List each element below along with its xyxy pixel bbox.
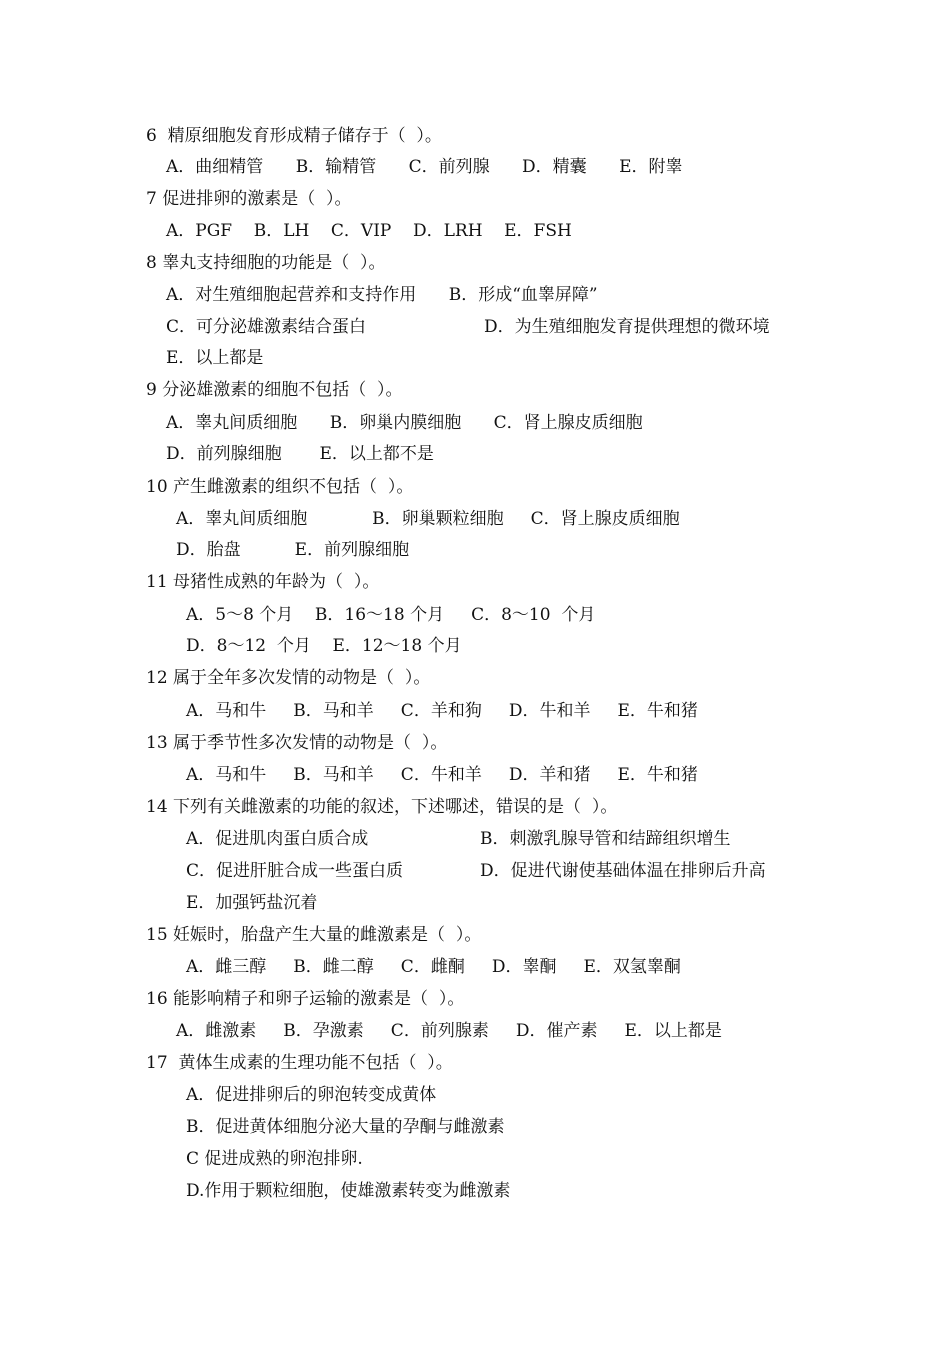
question-17-option-a: A．促进排卵后的卵泡转变成黄体 <box>186 1085 437 1105</box>
question-15-options: A．雌三醇 B．雌二醇 C．雌酮 D．睾酮 E．双氢睾酮 <box>186 957 681 977</box>
question-17-stem: 17 黄体生成素的生理功能不包括（ ）。 <box>146 1053 453 1073</box>
question-17-option-b: B．促进黄体细胞分泌大量的孕酮与雌激素 <box>186 1117 505 1137</box>
question-17-option-c: C 促进成熟的卵泡排卵. <box>186 1149 363 1169</box>
question-9-stem: 9 分泌雄激素的细胞不包括（ ）。 <box>146 380 403 400</box>
question-6-options: A．曲细精管 B．输精管 C．前列腺 D．精囊 E．附睾 <box>166 157 683 177</box>
question-13-stem: 13 属于季节性多次发情的动物是（ ）。 <box>146 733 448 753</box>
question-15-stem: 15 妊娠时，胎盘产生大量的雌激素是（ ）。 <box>146 925 482 945</box>
question-12-options: A．马和牛 B．马和羊 C．羊和狗 D．牛和羊 E．牛和猪 <box>186 701 698 721</box>
question-14-option-c: C．促进肝脏合成一些蛋白质 <box>186 861 404 881</box>
question-11-options-row1: A．5～8 个月 B．16～18 个月 C．8～10 个月 <box>186 605 596 625</box>
question-12-stem: 12 属于全年多次发情的动物是（ ）。 <box>146 668 431 688</box>
question-16-stem: 16 能影响精子和卵子运输的激素是（ ）。 <box>146 989 465 1009</box>
question-10-options-row1: A．睾丸间质细胞 B．卵巢颗粒细胞 C．肾上腺皮质细胞 <box>176 509 680 529</box>
question-8-option-d: D．为生殖细胞发育提供理想的微环境 <box>484 317 770 337</box>
question-16-options: A．雌激素 B．孕激素 C．前列腺素 D．催产素 E．以上都是 <box>176 1021 722 1041</box>
question-11-options-row2: D．8～12 个月 E．12～18 个月 <box>186 636 462 656</box>
question-7-stem: 7 促进排卵的激素是（ ）。 <box>146 189 352 209</box>
question-10-stem: 10 产生雌激素的组织不包括（ ）。 <box>146 477 414 497</box>
question-8-option-c: C．可分泌雄激素结合蛋白 <box>166 317 367 337</box>
question-14-option-b: B．刺激乳腺导管和结蹄组织增生 <box>480 829 731 849</box>
question-14-option-a: A．促进肌肉蛋白质合成 <box>186 829 369 849</box>
question-14-stem: 14 下列有关雌激素的功能的叙述，下述哪述，错误的是（ ）。 <box>146 797 618 817</box>
question-13-options: A．马和牛 B．马和羊 C．牛和羊 D．羊和猪 E．牛和猪 <box>186 765 698 785</box>
question-6-stem: 6 精原细胞发育形成精子储存于（ ）。 <box>146 126 442 146</box>
question-8-option-e: E．以上都是 <box>166 348 264 368</box>
question-10-options-row2: D．胎盘 E．前列腺细胞 <box>176 540 410 560</box>
question-8-options-row1: A．对生殖细胞起营养和支持作用 B．形成“血睾屏障” <box>166 285 598 305</box>
question-9-options-row2: D．前列腺细胞 E．以上都不是 <box>166 444 434 464</box>
question-14-option-d: D．促进代谢使基础体温在排卵后升高 <box>480 861 766 881</box>
question-17-option-d: D.作用于颗粒细胞，使雄激素转变为雌激素 <box>186 1181 511 1201</box>
question-8-stem: 8 睾丸支持细胞的功能是（ ）。 <box>146 253 386 273</box>
question-7-options: A．PGF B．LH C．VIP D．LRH E．FSH <box>166 221 572 241</box>
question-14-option-e: E．加强钙盐沉着 <box>186 893 318 913</box>
question-9-options-row1: A．睾丸间质细胞 B．卵巢内膜细胞 C．肾上腺皮质细胞 <box>166 413 643 433</box>
question-11-stem: 11 母猪性成熟的年龄为（ ）。 <box>146 572 380 592</box>
